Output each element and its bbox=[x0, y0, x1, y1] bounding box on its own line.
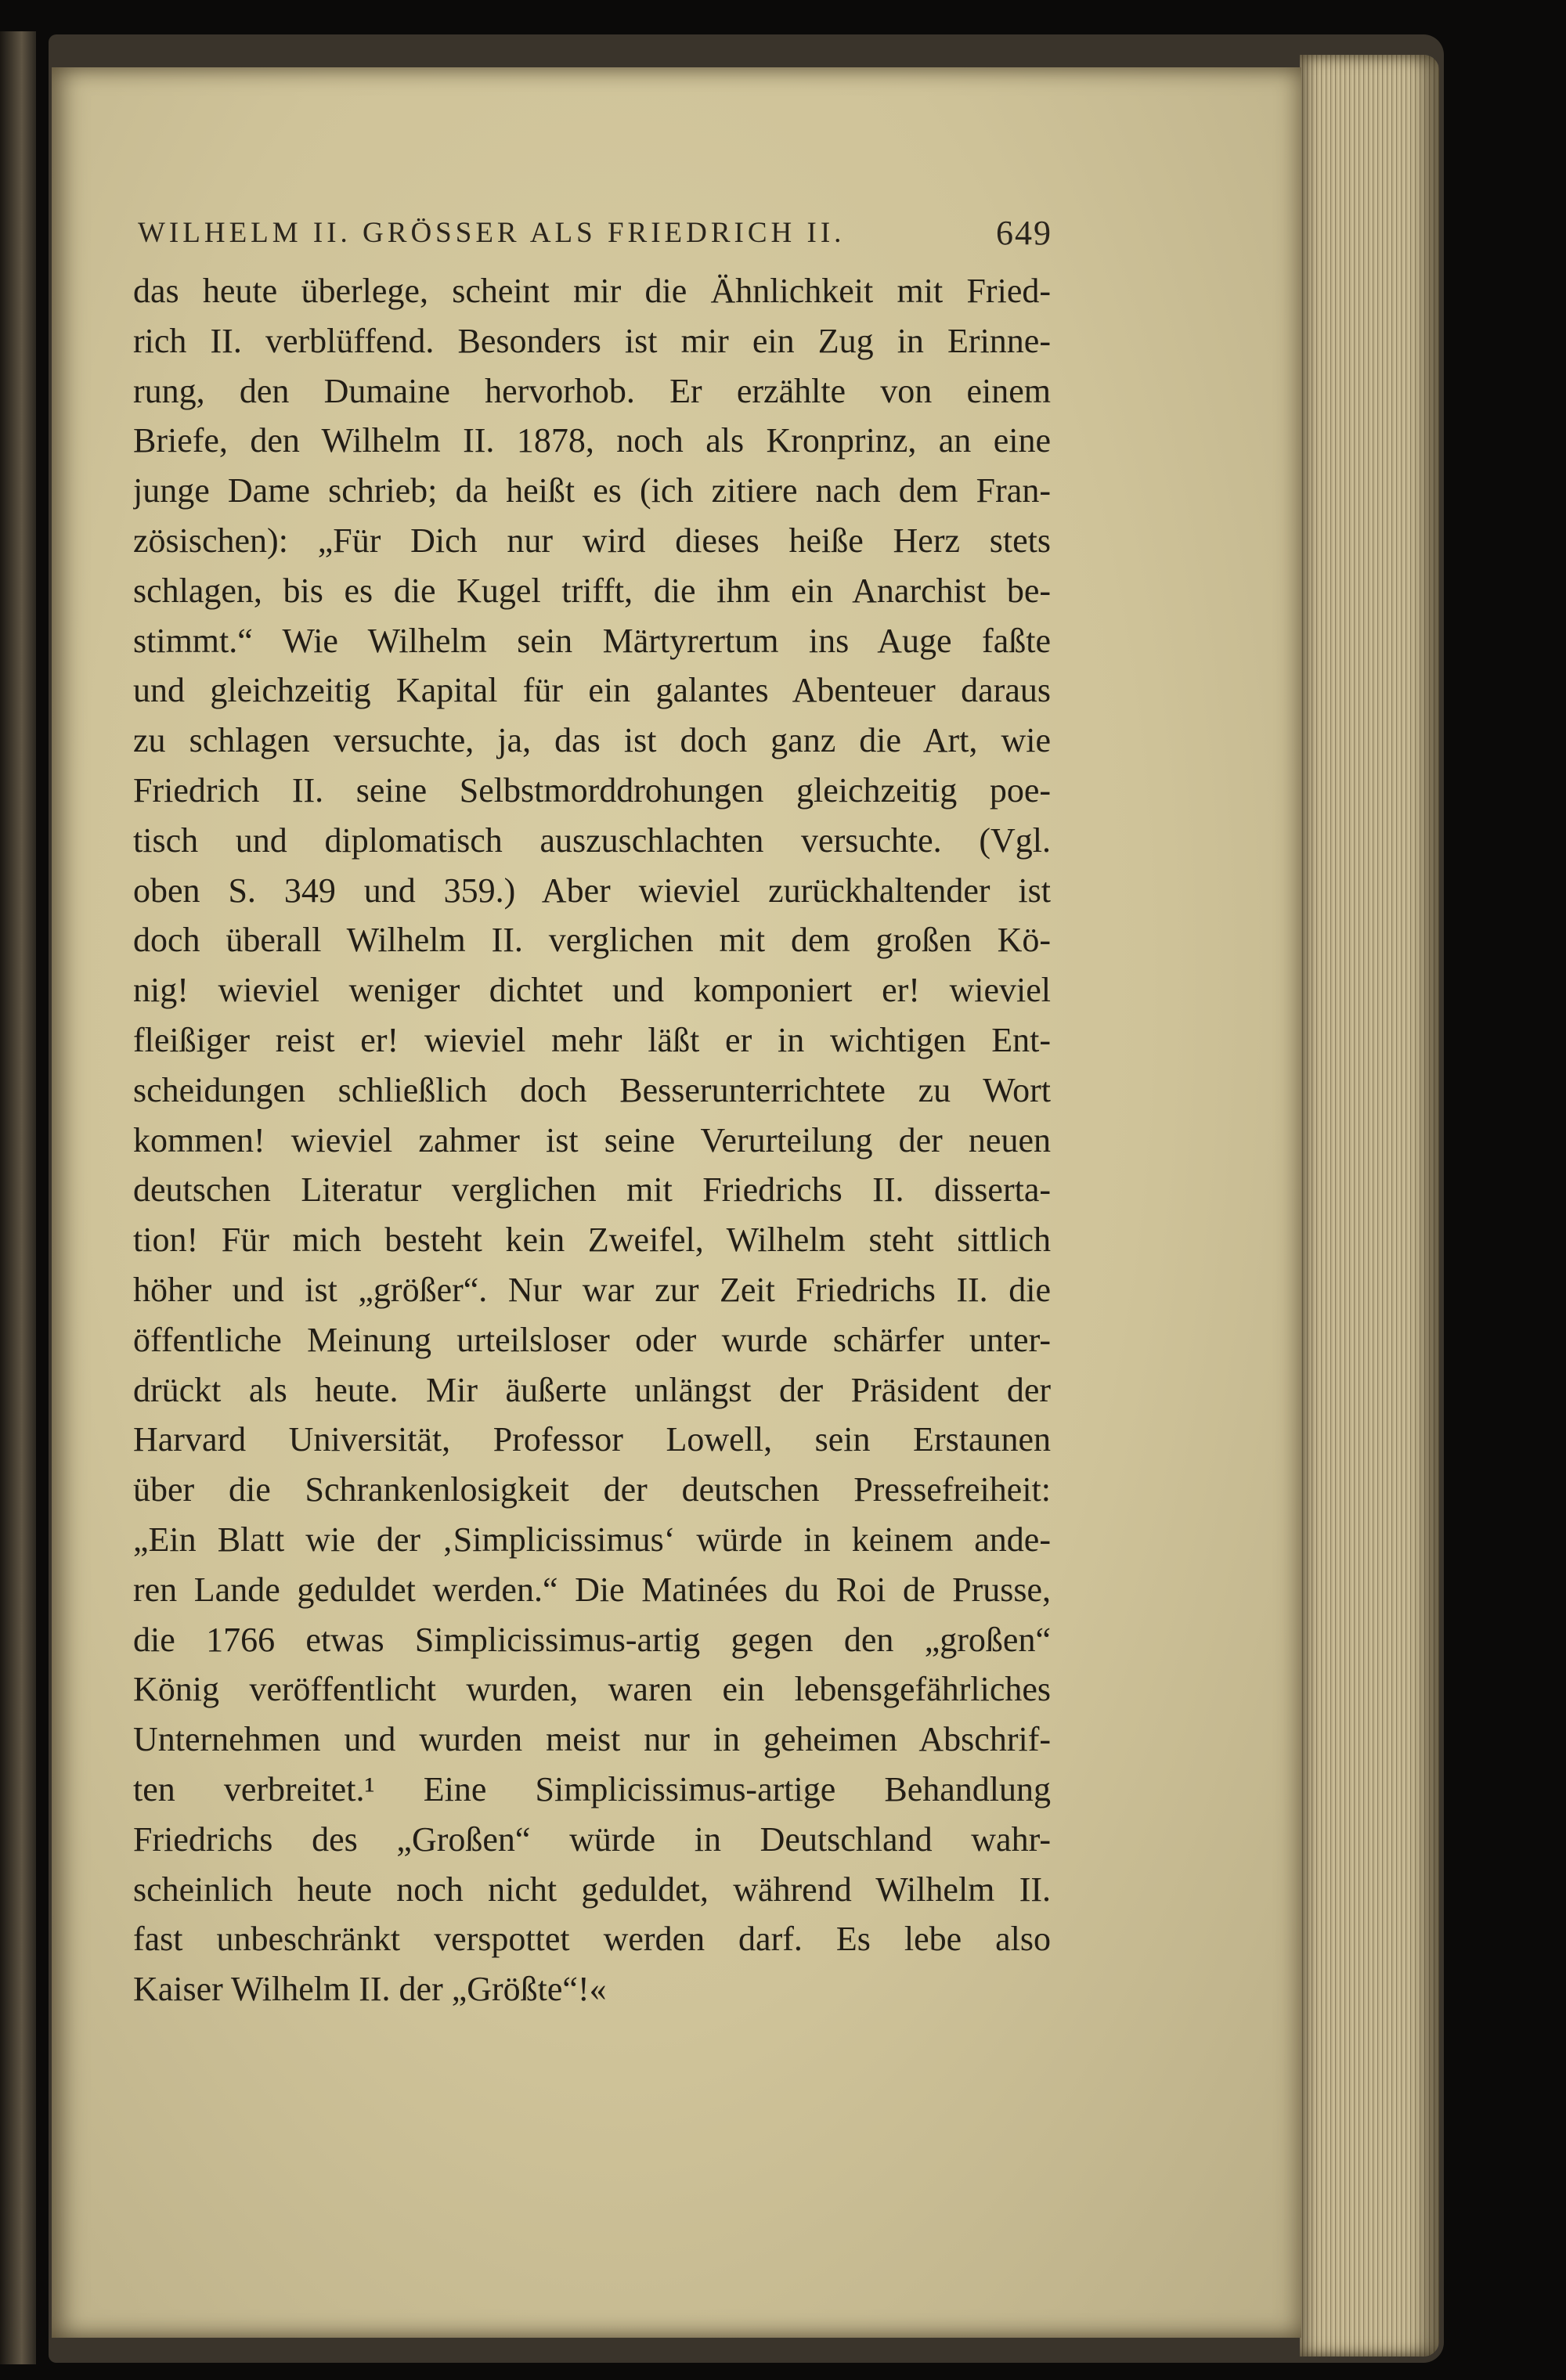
text-line: junge Dame schrieb; da heißt es (ich zitiere nach dem Fran- bbox=[133, 471, 1051, 510]
text-line: die 1766 etwas Simplicissimus-artig gegen den „großen“ bbox=[133, 1620, 1051, 1659]
text-line: öffentliche Meinung urteilsloser oder wurde schärfer unter- bbox=[133, 1320, 1051, 1359]
text-line: das heute überlege, scheint mir die Ähnlichkeit mit Fried- bbox=[133, 272, 1051, 310]
text-line: oben S. 349 und 359.) Aber wieviel zurückhaltender ist bbox=[133, 871, 1051, 910]
text-line: König veröffentlicht wurden, waren ein lebensgefährliches bbox=[133, 1670, 1051, 1709]
text-line: tisch und diplomatisch auszuschlachten versuchte. (Vgl. bbox=[133, 820, 1051, 860]
text-line: fleißiger reist er! wieviel mehr läßt er in wichtigen Ent- bbox=[133, 1020, 1051, 1059]
left-page-edge bbox=[0, 31, 36, 2364]
text-line: „Ein Blatt wie der ‚Simplicissimus‘ würde in keinem ande- bbox=[133, 1520, 1051, 1559]
text-line: über die Schrankenlosigkeit der deutschen Pressefreiheit: bbox=[133, 1470, 1051, 1509]
text-line: Friedrichs des „Großen“ würde in Deutschland wahr- bbox=[133, 1819, 1051, 1859]
text-line: Kaiser Wilhelm II. der „Größte“!« bbox=[133, 1970, 607, 2009]
page-fore-edge bbox=[1300, 55, 1439, 2357]
text-line: ren Lande geduldet werden.“ Die Matinées du Roi de Prusse, bbox=[133, 1570, 1051, 1609]
text-line: tion! Für mich besteht kein Zweifel, Wilhelm steht sittlich bbox=[133, 1221, 1051, 1260]
text-line: schlagen, bis es die Kugel trifft, die ihm ein Anarchist be- bbox=[133, 571, 1051, 610]
text-line: nig! wieviel weniger dichtet und komponiert er! wieviel bbox=[133, 971, 1051, 1010]
text-line: scheidungen schließlich doch Besserunterrichtete zu Wort bbox=[133, 1070, 1051, 1109]
text-line: rich II. verblüffend. Besonders ist mir ein Zug in Erinne- bbox=[133, 321, 1051, 360]
text-line: Harvard Universität, Professor Lowell, sein Erstaunen bbox=[133, 1420, 1051, 1459]
text-line: Friedrich II. seine Selbstmorddrohungen gleichzeitig poe- bbox=[133, 770, 1051, 810]
text-line: deutschen Literatur verglichen mit Friedrichs II. disserta- bbox=[133, 1170, 1051, 1210]
text-line: kommen! wieviel zahmer ist seine Verurteilung der neuen bbox=[133, 1120, 1051, 1159]
text-line: stimmt.“ Wie Wilhelm sein Märtyrertum ins Auge faßte bbox=[133, 621, 1051, 660]
text-line: scheinlich heute noch nicht geduldet, während Wilhelm II. bbox=[133, 1870, 1051, 1909]
text-line: zösischen): „Für Dich nur wird dieses heiße Herz stets bbox=[133, 521, 1051, 560]
text-line: doch überall Wilhelm II. verglichen mit dem großen Kö- bbox=[133, 921, 1051, 960]
page-number: 649 bbox=[996, 214, 1052, 252]
text-line: zu schlagen versuchte, ja, das ist doch ganz die Art, wie bbox=[133, 721, 1051, 760]
text-line: Unternehmen und wurden meist nur in geheimen Abschrif- bbox=[133, 1720, 1051, 1759]
running-head bbox=[138, 216, 1052, 263]
text-line: ten verbreitet.¹ Eine Simplicissimus-artige Behandlung bbox=[133, 1769, 1051, 1808]
text-line: fast unbeschränkt verspottet werden darf. Es lebe also bbox=[133, 1920, 1051, 1959]
text-line: rung, den Dumaine hervorhob. Er erzählte von einem bbox=[133, 371, 1051, 410]
text-line: drückt als heute. Mir äußerte unlängst der Präsident der bbox=[133, 1370, 1051, 1409]
body-text bbox=[133, 266, 1051, 2014]
text-line: höher und ist „größer“. Nur war zur Zeit Friedrichs II. die bbox=[133, 1270, 1051, 1309]
running-head-title: WILHELM II. GRÖSSER ALS FRIEDRICH II. bbox=[138, 217, 846, 249]
text-line: Briefe, den Wilhelm II. 1878, noch als Kronprinz, an eine bbox=[133, 421, 1051, 460]
text-line: und gleichzeitig Kapital für ein galantes Abenteuer daraus bbox=[133, 671, 1051, 710]
